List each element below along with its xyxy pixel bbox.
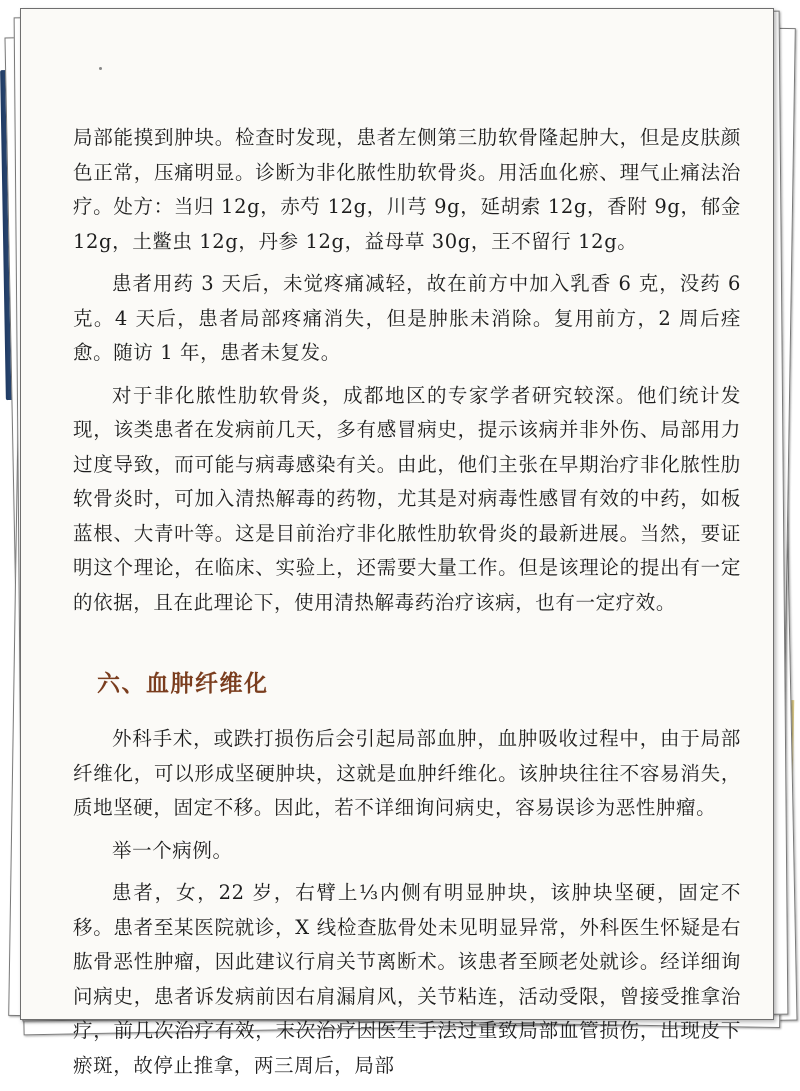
paragraph-case-continued: 局部能摸到肿块。检查时发现，患者左侧第三肋软骨隆起肿大，但是皮肤颜色正常，压痛明显。诊断为非化脓性肋软骨炎。用活血化瘀、理气止痛法治疗。处方：当归 12g，赤芍 12g，川芎 9g，延胡索 12g，香附 9g，郁金 12g，土鳖虫 12g，丹参 12g，益母草 30g，王不留行 12g。 xyxy=(73,126,741,253)
document-page xyxy=(20,8,774,1077)
section-heading: 六、血肿纤维化 xyxy=(97,671,269,697)
print-speck xyxy=(99,67,102,70)
paragraph-definition: 外科手术，或跌打损伤后会引起局部血肿，血肿吸收过程中，由于局部纤维化，可以形成坚硬肿块，这就是血肿纤维化。该肿块往往不容易消失，质地坚硬，固定不移。因此，若不详细询问病史，容易误诊为恶性肿瘤。 xyxy=(73,727,741,819)
paragraph-case: 患者，女，22 岁，右臂上⅓内侧有明显肿块，该肿块坚硬，固定不移。患者至某医院就诊，X 线检查肱骨处未见明显异常，外科医生怀疑是右肱骨恶性肿瘤，因此建议行肩关节离断术。该患者至顾老处就诊。经详细询问病史，患者诉发病前因右肩漏肩风，关节粘连，活动受限，曾接受推拿治疗，前几次治疗有效，末次治疗因医生手法过重致局部血管损伤，出现皮下瘀斑，故停止推拿，两三周后，局部 xyxy=(73,881,741,1077)
paragraph-example-intro: 举一个病例。 xyxy=(112,838,233,862)
paragraph-research: 对于非化脓性肋软骨炎，成都地区的专家学者研究较深。他们统计发现，该类患者在发病前几天，多有感冒病史，提示该病并非外伤、局部用力过度导致，而可能与病毒感染有关。由此，他们主张在早期治疗非化脓性肋软骨炎时，可加入清热解毒的药物，尤其是对病毒性感冒有效的中药，如板蓝根、大青叶等。这是目前治疗非化脓性肋软骨炎的最新进展。当然，要证明这个理论，在临床、实验上，还需要大量工作。但是该理论的提出有一定的依据，且在此理论下，使用清热解毒药治疗该病，也有一定疗效。 xyxy=(73,383,741,614)
page-body xyxy=(73,121,741,1091)
paragraph-followup: 患者用药 3 天后，未觉疼痛减轻，故在前方中加入乳香 6 克，没药 6 克。4 天后，患者局部疼痛消失，但是肿胀未消除。复用前方，2 周后痊愈。随访 1 年，患者未复发。 xyxy=(73,272,741,364)
